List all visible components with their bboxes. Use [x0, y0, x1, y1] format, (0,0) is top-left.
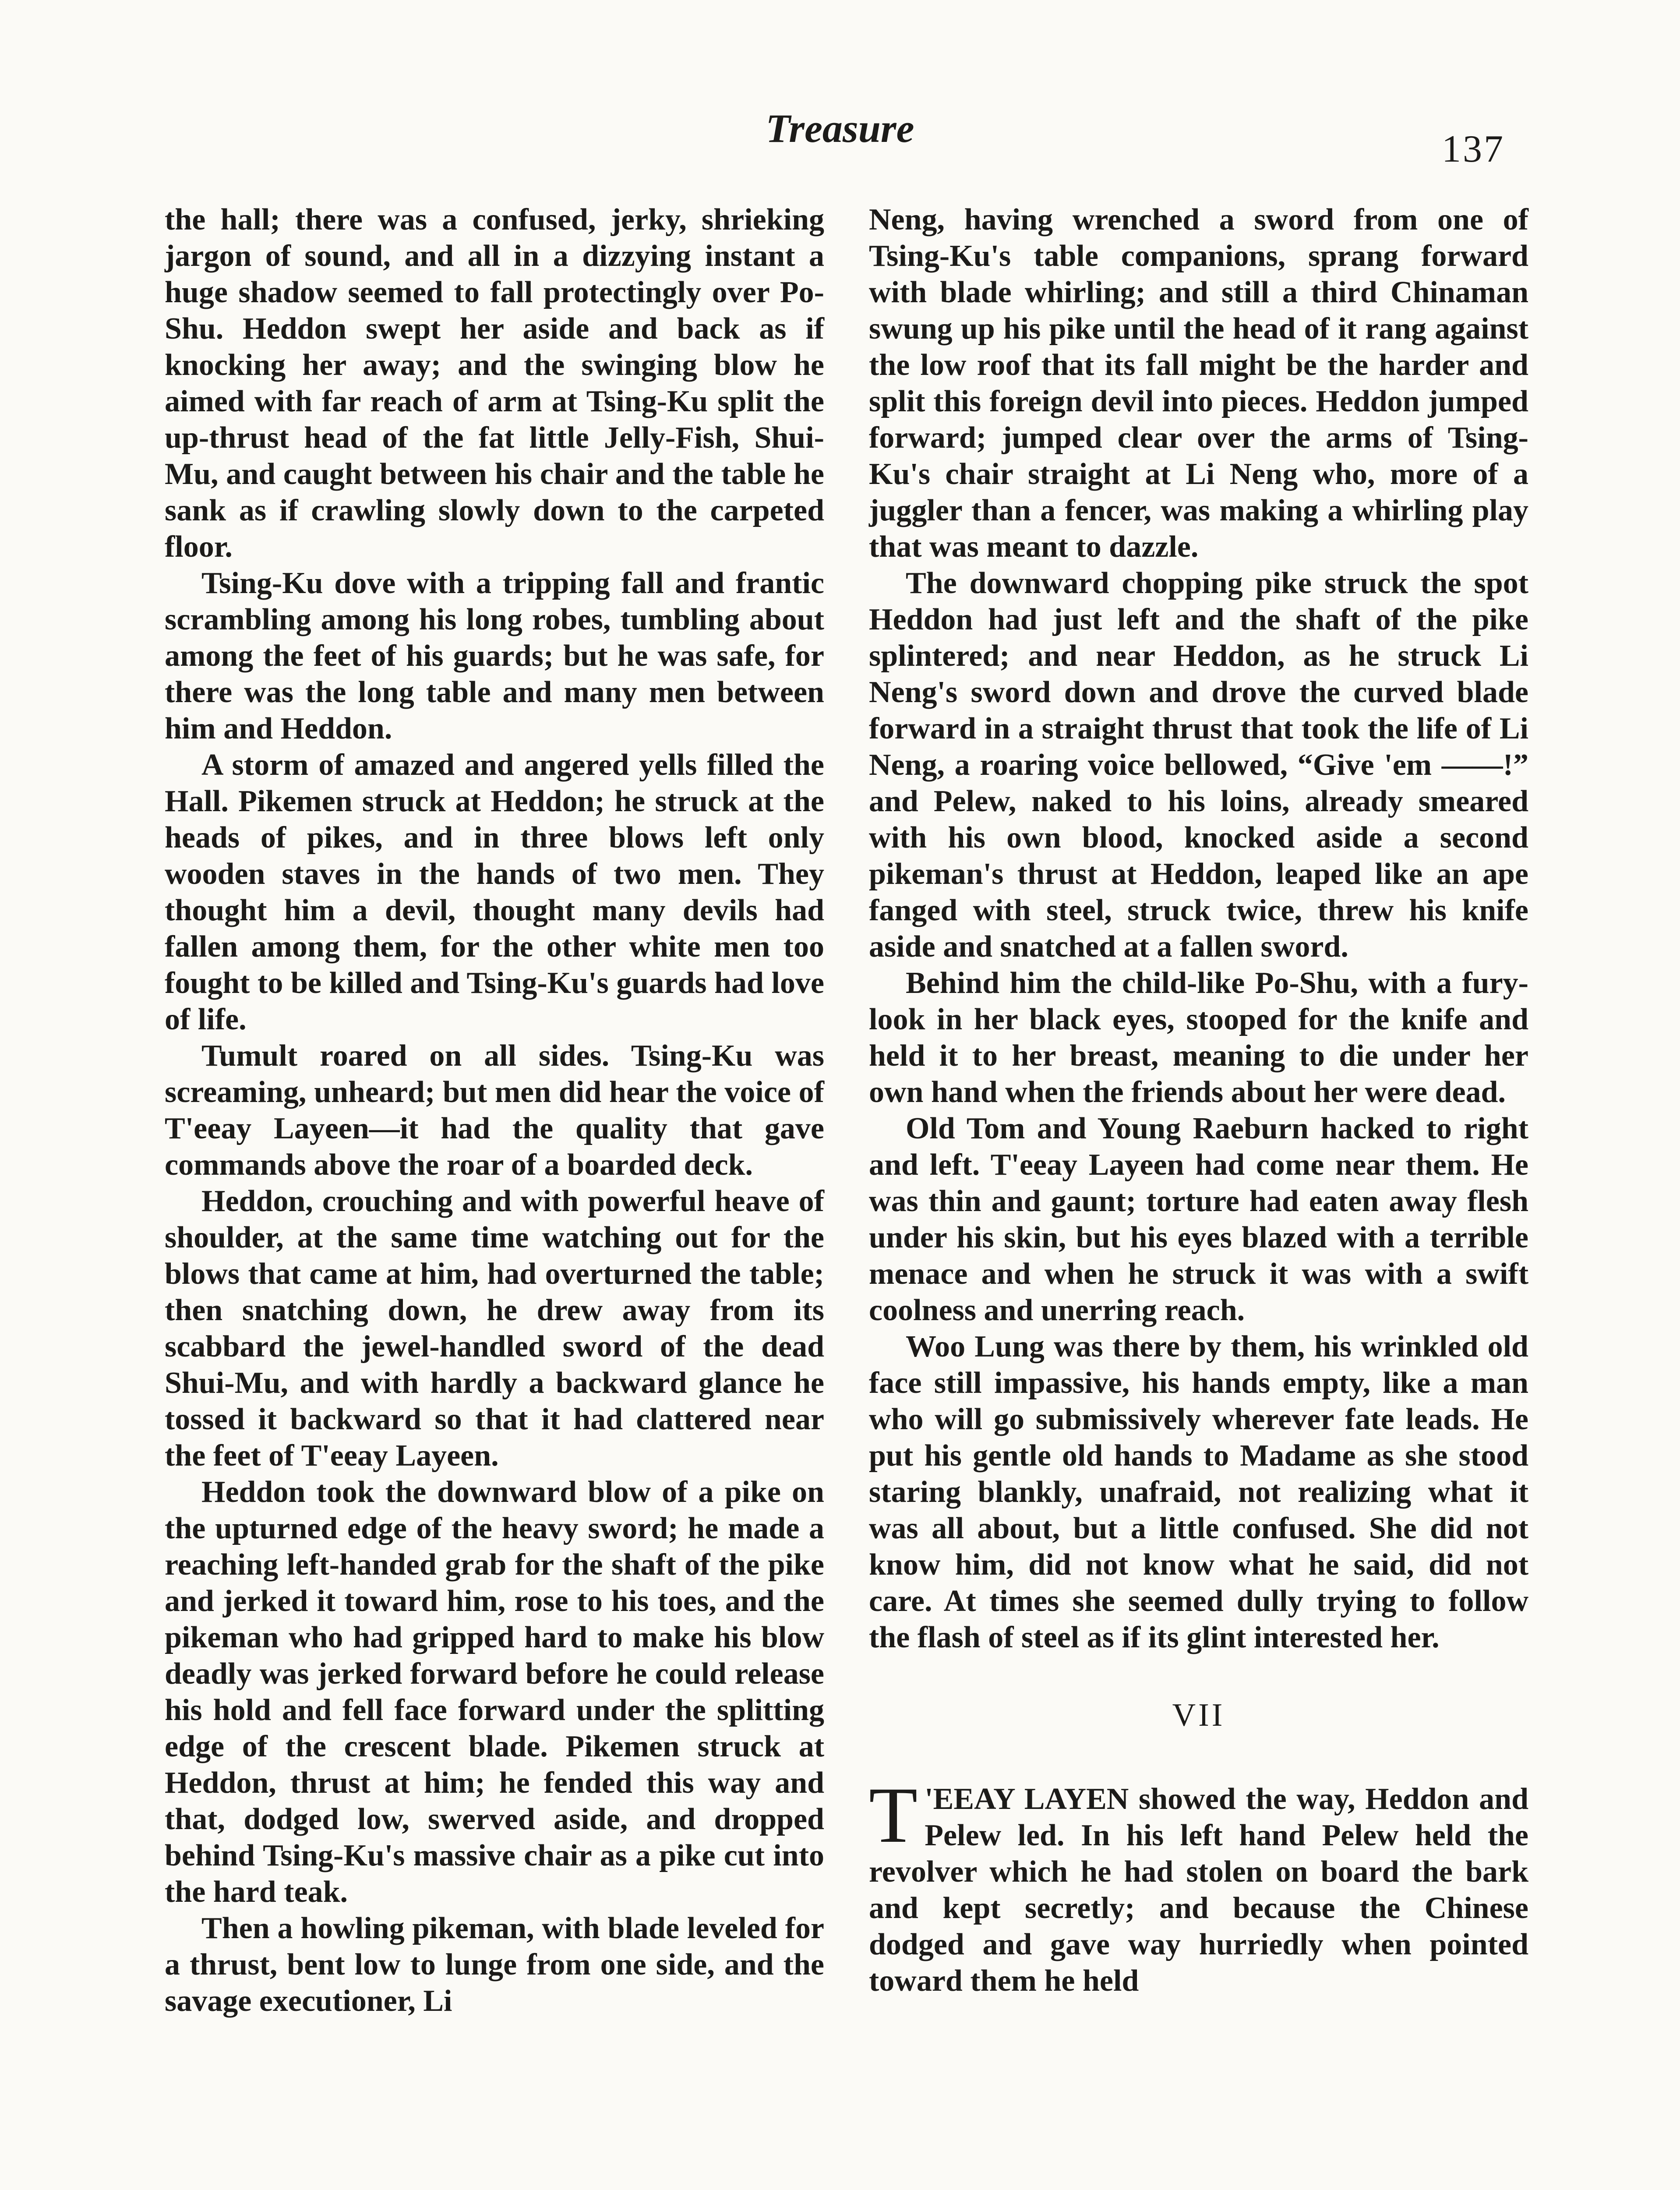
paragraph: A storm of amazed and angered yells filled the Hall. Pikemen struck at Heddon; he struck at the heads of pikes, and in three blows left only wooden staves in the hands of two men. They thought him a devil, thought many devils had fallen among them, for the other white men too fought to be killed and Tsing-Ku's guards had love of life. — [165, 748, 824, 1036]
running-title: Treasure — [766, 106, 914, 151]
paragraph: Tsing-Ku dove with a tripping fall and frantic scrambling among his long robes, tumbling about among the feet of his guards; but he was safe, for there was the long table and many men between him and Heddon. — [165, 566, 824, 745]
paragraph: Woo Lung was there by them, his wrinkled old face still impassive, his hands empty, like a man who will go submissively wherever fate leads. He put his gentle old hands to Madame as she stood staring blankly, unafraid, not realizing what it was all about, but a little confused. She did not know him, did not know what he said, did not care. At times she seemed dully trying to follow the flash of steel as if its glint interested her. — [869, 1330, 1528, 1654]
lead-in-caps: 'EEAY LAYEN — [925, 1782, 1129, 1816]
paragraph: the hall; there was a confused, jerky, shrieking jargon of sound, and all in a dizzying instant a huge shadow seemed to fall protectingly over Po-Shu. Heddon swept her aside and back as if knocking her away; and the swinging blow he aimed with far reach of arm at Tsing-Ku split the up-thrust head of the fat little Jelly-Fish, Shui-Mu, and caught between his chair and the table he sank as if crawling slowly down to the carpeted floor. — [165, 203, 824, 564]
right-column — [869, 201, 1528, 1999]
paragraph: Tumult roared on all sides. Tsing-Ku was screaming, unheard; but men did hear the voice of T'eeay Layeen—it had the quality that gave commands above the roar of a boarded deck. — [165, 1039, 824, 1182]
section-heading: VII — [1172, 1697, 1225, 1733]
paragraph: The downward chopping pike struck the spot Heddon had just left and the shaft of the pike splintered; and near Heddon, as he struck Li Neng's sword down and drove the curved blade forward in a straight thrust that took the life of Li Neng, a roaring voice bellowed, “Give 'em ——!” and Pelew, naked to his loins, already smeared with his own blood, knocked aside a second pikeman's thrust at Heddon, leaped like an ape fanged with steel, struck twice, threw his knife aside and snatched at a fallen sword. — [869, 566, 1528, 964]
paragraph: Heddon took the downward blow of a pike on the upturned edge of the heavy sword; he made a reaching left-handed grab for the shaft of the pike and jerked it toward him, rose to his toes, and the pikeman who had gripped hard to make his blow deadly was jerked forward before he could release his hold and fell face forward under the splitting edge of the crescent blade. Pikemen struck at Heddon, thrust at him; he fended this way and that, dodged low, swerved aside, and dropped behind Tsing-Ku's massive chair as a pike cut into the hard teak. — [165, 1475, 824, 1909]
opening-text: showed the way, Heddon and Pelew led. In his left hand Pelew held the revolver which he had stolen on board the bark and kept secretly; and because the Chinese dodged and gave way hurriedly when pointed toward them he held — [869, 1782, 1528, 1998]
paragraph: Old Tom and Young Raeburn hacked to right and left. T'eeay Layeen had come near them. He was thin and gaunt; torture had eaten away flesh under his skin, but his eyes blazed with a terrible menace and when he struck it was with a swift coolness and unerring reach. — [869, 1112, 1528, 1327]
left-column — [165, 201, 824, 2019]
drop-cap: T — [869, 1771, 918, 1859]
section-opening-paragraph — [869, 1771, 1528, 1999]
paragraph: Then a howling pikeman, with blade leveled for a thrust, bent low to lunge from one side, and the savage executioner, Li — [165, 1911, 824, 2018]
paragraph: Behind him the child-like Po-Shu, with a fury-look in her black eyes, stooped for the knife and held it to her breast, meaning to die under her own hand when the friends about her were dead. — [869, 966, 1528, 1109]
page-number: 137 — [1442, 128, 1505, 170]
paragraph: Neng, having wrenched a sword from one of Tsing-Ku's table companions, sprang forward with blade whirling; and still a third Chinaman swung up his pike until the head of it rang against the low roof that its fall might be the harder and split this foreign devil into pieces. Heddon jumped forward; jumped clear over the arms of Tsing-Ku's chair straight at Li Neng who, more of a juggler than a fencer, was making a whirling play that was meant to dazzle. — [869, 203, 1528, 564]
paragraph: Heddon, crouching and with powerful heave of shoulder, at the same time watching out for the blows that came at him, had overturned the table; then snatching down, he drew away from its scabbard the jewel-handled sword of the dead Shui-Mu, and with hardly a backward glance he tossed it backward so that it had clattered near the feet of T'eeay Layeen. — [165, 1184, 824, 1473]
